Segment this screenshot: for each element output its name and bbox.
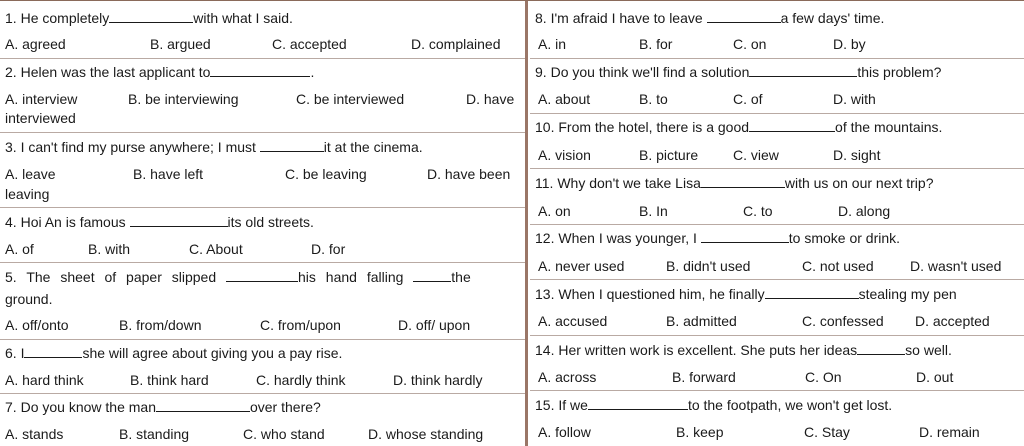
- question-text: she will agree about giving you a pay rise.: [82, 345, 343, 361]
- question-text: If we: [558, 397, 588, 413]
- row-divider: [530, 168, 1024, 169]
- question-text: with us on our next trip?: [784, 175, 934, 191]
- answer-blank: [109, 10, 193, 23]
- question-number: 9.: [535, 64, 547, 80]
- question-text: He completely: [20, 10, 110, 26]
- question-14: [535, 342, 952, 358]
- question-5: [5, 269, 520, 285]
- question-text: Helen was the last applicant to: [20, 64, 211, 80]
- answer-blank: [413, 269, 451, 282]
- option-d: D. for: [311, 241, 346, 257]
- question-4: [5, 214, 314, 230]
- question-text: the: [451, 269, 471, 285]
- question-number: 2.: [5, 64, 17, 80]
- question-5-continued: ground.: [5, 291, 53, 307]
- option-c: C. hardly think: [256, 372, 346, 388]
- question-number: 15.: [535, 397, 555, 413]
- option-a: A. never used: [538, 258, 625, 274]
- option-b: B. have left: [133, 166, 204, 182]
- question-13: [535, 286, 957, 302]
- question-text: its old streets.: [227, 214, 314, 230]
- question-text: a few days' time.: [780, 10, 885, 26]
- option-d: D. think hardly: [393, 372, 483, 388]
- option-b: B. think hard: [130, 372, 209, 388]
- option-c: C. from/upon: [260, 317, 341, 333]
- question-text: with what I said.: [193, 10, 293, 26]
- answer-blank: [749, 119, 835, 132]
- question-text: Do you know the man: [20, 399, 156, 415]
- row-divider: [0, 132, 526, 133]
- question-text: over there?: [249, 399, 321, 415]
- answer-blank: [226, 269, 298, 282]
- option-a: A. leave: [5, 166, 56, 182]
- option-d: D. sight: [833, 147, 881, 163]
- answer-blank: [24, 345, 82, 358]
- option-a: A. on: [538, 203, 571, 219]
- question-number: 8.: [535, 10, 547, 26]
- question-number: 1.: [5, 10, 17, 26]
- answer-blank: [707, 10, 781, 23]
- row-divider: [530, 390, 1024, 391]
- question-text: I'm afraid I have to leave: [550, 10, 703, 26]
- option-c: C. be leaving: [285, 166, 367, 182]
- question-text: his hand falling: [298, 269, 404, 285]
- question-number: 13.: [535, 286, 555, 302]
- row-divider: [530, 224, 1024, 225]
- option-d: D. wasn't used: [910, 258, 1002, 274]
- question-6: [5, 345, 342, 361]
- left-column: [0, 1, 526, 446]
- option-c: C. be interviewed: [296, 91, 405, 107]
- question-number: 14.: [535, 342, 555, 358]
- option-d: D. by: [833, 36, 866, 52]
- question-15: [535, 397, 892, 413]
- question-text: Hoi An is famous: [20, 214, 126, 230]
- row-divider: [0, 339, 526, 340]
- option-d: D. complained: [411, 36, 501, 52]
- row-divider: [530, 58, 1024, 59]
- question-text: of the mountains.: [835, 119, 943, 135]
- question-text: so well.: [905, 342, 952, 358]
- question-2: [5, 64, 314, 80]
- question-text: to the footpath, we won't get lost.: [687, 397, 893, 413]
- answer-blank: [857, 342, 905, 355]
- question-8: [535, 10, 884, 26]
- option-b: B. be interviewing: [128, 91, 239, 107]
- answer-blank: [260, 139, 324, 152]
- option-d: D. accepted: [915, 313, 990, 329]
- answer-blank: [765, 286, 859, 299]
- question-text: it at the cinema.: [323, 139, 423, 155]
- question-number: 7.: [5, 399, 17, 415]
- question-12: [535, 230, 900, 246]
- row-divider: [0, 207, 526, 208]
- option-c: C. of: [733, 91, 763, 107]
- option-a: A. follow: [538, 424, 591, 440]
- option-b: B. with: [88, 241, 131, 257]
- column-divider: [525, 1, 528, 446]
- option-c: C. About: [189, 241, 243, 257]
- option-b: B. keep: [676, 424, 724, 440]
- option-b: B. argued: [150, 36, 211, 52]
- right-column: [530, 1, 1024, 446]
- question-number: 10.: [535, 119, 555, 135]
- row-divider: [530, 113, 1024, 114]
- option-a: A. agreed: [5, 36, 66, 52]
- option-c: C. not used: [802, 258, 874, 274]
- question-text: I: [20, 345, 25, 361]
- row-divider: [530, 335, 1024, 336]
- question-3: [5, 139, 423, 155]
- option-c: C. Stay: [804, 424, 850, 440]
- question-1: [5, 10, 293, 26]
- answer-blank: [749, 64, 857, 77]
- option-c: C. on: [733, 36, 767, 52]
- option-c: C. confessed: [802, 313, 884, 329]
- row-divider: [0, 262, 526, 263]
- option-a: A. about: [538, 91, 591, 107]
- option-b: B. for: [639, 36, 673, 52]
- answer-blank: [130, 214, 228, 227]
- option-a: A. hard think: [5, 372, 84, 388]
- option-d-continued: interviewed: [5, 110, 76, 126]
- option-c: C. to: [743, 203, 773, 219]
- question-number: 11.: [535, 175, 554, 191]
- question-9: [535, 64, 941, 80]
- option-a: A. of: [5, 241, 34, 257]
- question-text: Her written work is excellent. She puts her ideas: [558, 342, 858, 358]
- question-number: 3.: [5, 139, 17, 155]
- option-d: D. have: [466, 91, 515, 107]
- option-a: A. vision: [538, 147, 591, 163]
- option-d: D. out: [916, 369, 954, 385]
- question-number: 12.: [535, 230, 555, 246]
- question-number: 4.: [5, 214, 17, 230]
- option-b: B. standing: [119, 426, 190, 442]
- answer-blank: [210, 64, 310, 77]
- option-a: A. in: [538, 36, 567, 52]
- question-number: 6.: [5, 345, 17, 361]
- question-text: .: [310, 64, 315, 80]
- option-d: D. off/ upon: [398, 317, 471, 333]
- option-c: C. accepted: [272, 36, 347, 52]
- question-text: When I questioned him, he finally: [558, 286, 765, 302]
- option-c: C. view: [733, 147, 779, 163]
- option-c: C. On: [805, 369, 842, 385]
- option-d: D. with: [833, 91, 876, 107]
- answer-blank: [701, 175, 785, 188]
- answer-blank: [156, 399, 250, 412]
- question-text: Why don't we take Lisa: [557, 175, 701, 191]
- option-d: D. remain: [919, 424, 980, 440]
- question-7: [5, 399, 321, 415]
- question-10: [535, 119, 942, 135]
- answer-blank: [701, 230, 789, 243]
- option-a: A. across: [538, 369, 597, 385]
- option-d: D. have been: [427, 166, 511, 182]
- option-a: A. interview: [5, 91, 78, 107]
- question-number: 5.: [5, 269, 17, 285]
- question-text: to smoke or drink.: [788, 230, 901, 246]
- option-b: B. didn't used: [666, 258, 751, 274]
- option-a: A. accused: [538, 313, 608, 329]
- option-b: B. from/down: [119, 317, 202, 333]
- question-text: Do you think we'll find a solution: [550, 64, 750, 80]
- option-c: C. who stand: [243, 426, 325, 442]
- row-divider: [0, 393, 526, 394]
- option-d: D. whose standing: [368, 426, 484, 442]
- option-a: A. off/onto: [5, 317, 69, 333]
- row-divider: [530, 279, 1024, 280]
- answer-blank: [588, 397, 688, 410]
- question-text: When I was younger, I: [558, 230, 697, 246]
- question-text: this problem?: [857, 64, 942, 80]
- option-d: D. along: [838, 203, 891, 219]
- question-text: I can't find my purse anywhere; I must: [20, 139, 256, 155]
- question-text: The sheet of paper slipped: [26, 269, 217, 285]
- option-b: B. forward: [672, 369, 736, 385]
- question-text: stealing my pen: [858, 286, 957, 302]
- option-b: B. to: [639, 91, 668, 107]
- question-text: From the hotel, there is a good: [558, 119, 750, 135]
- option-a: A. stands: [5, 426, 64, 442]
- question-11: [535, 175, 934, 191]
- option-b: B. admitted: [666, 313, 737, 329]
- row-divider: [0, 58, 526, 59]
- option-d-continued: leaving: [5, 186, 50, 202]
- option-b: B. In: [639, 203, 668, 219]
- option-b: B. picture: [639, 147, 699, 163]
